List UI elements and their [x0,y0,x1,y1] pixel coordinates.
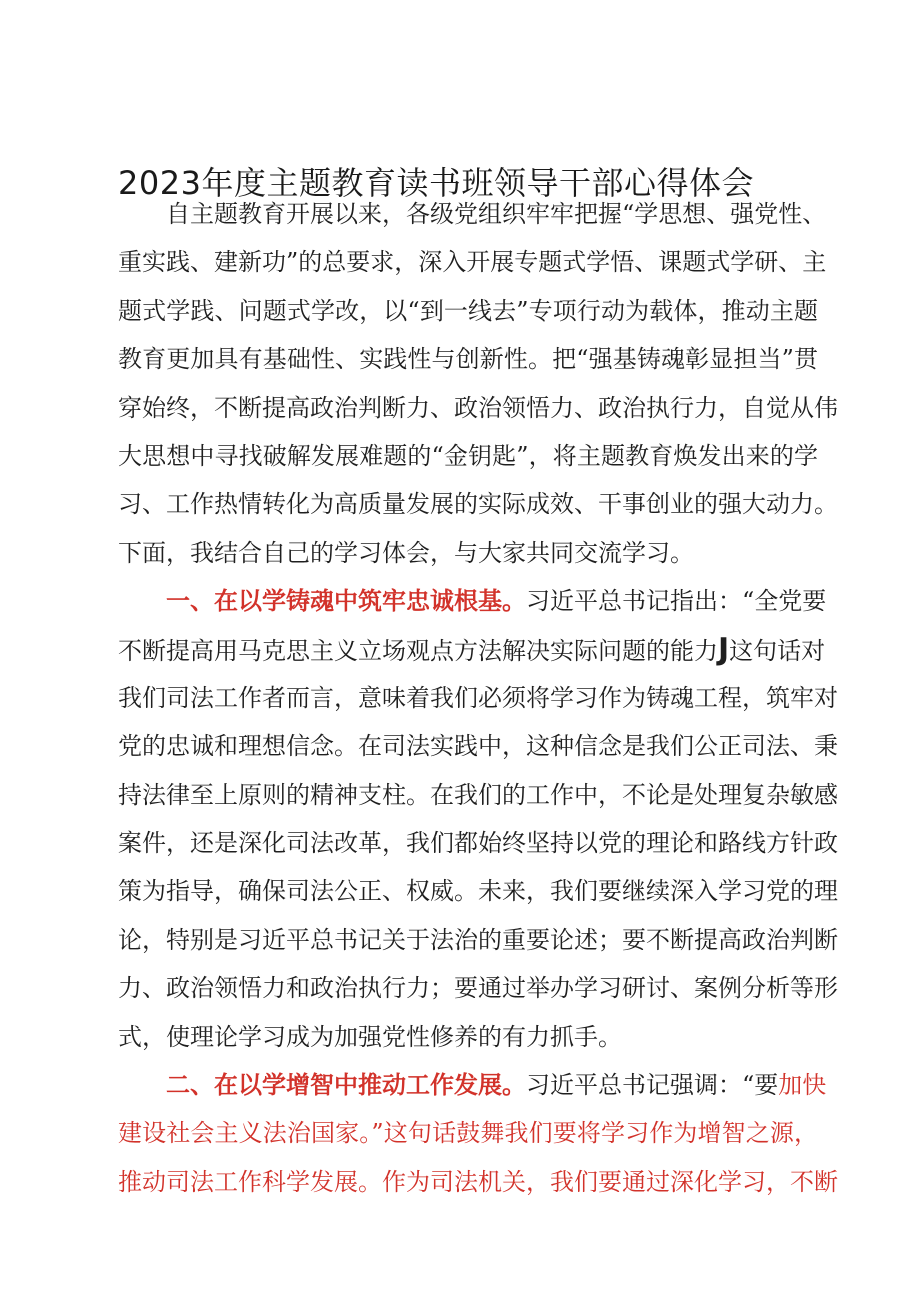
paragraph-line: 下面，我结合自己的学习体会，与大家共同交流学习。 [118,538,694,567]
paragraph-line: 力、政治领悟力和政治执行力；要通过举办学习研讨、案例分析等形 [118,974,838,1003]
section-1-second-line [118,626,826,674]
paragraph-line: 我们司法工作者而言，意味着我们必须将学习作为铸魂工程，筑牢对 [118,683,838,712]
section-1-line2-b: 这句话对 [729,636,826,665]
section-1-heading: 一、在以学铸魂中筑牢忠诚根基。 [166,587,526,616]
paragraph-line: 教育更加具有基础性、实践性与创新性。把“强基铸魂彰显担当”贯 [118,345,818,374]
section-1-line2-a: 不断提高用马克思主义立场观点方法解决实际问题的能力 [118,636,718,665]
section-2-first-line-text: 习近平总书记强调：“要 [526,1071,779,1100]
paragraph-line: 党的忠诚和理想信念。在司法实践中，这种信念是我们公正司法、秉 [118,732,838,761]
paragraph-line: 论，特别是习近平总书记关于法治的重要论述；要不断提高政治判断 [118,925,838,954]
paragraph-line: 策为指导，确保司法公正、权威。未来，我们要继续深入学习党的理 [118,877,838,906]
document-title: 2023年度主题教育读书班领导干部心得体会 [118,164,754,202]
paragraph-line-red: 建设社会主义法治国家。”这句话鼓舞我们要将学习作为增智之源， [118,1119,818,1148]
paragraph-line: 题式学践、问题式学改，以“到一线去”专项行动为载体，推动主题 [118,296,818,325]
paragraph-line: 重实践、建新功”的总要求，深入开展专题式学悟、课题式学研、主 [118,248,827,277]
paragraph-line: 案件，还是深化司法改革，我们都始终坚持以党的理论和路线方针政 [118,829,838,858]
document-body [118,190,838,1206]
section-2-first-line [118,1061,827,1109]
paragraph-line: 大思想中寻找破解发展难题的“金钥匙”，将主题教育焕发出来的学 [118,441,818,470]
section-2-heading: 二、在以学增智中推动工作发展。 [166,1071,526,1100]
paragraph-line: 自主题教育开展以来，各级党组织牢牢把握“学思想、强党性、 [166,200,827,228]
paragraph-line: 式，使理论学习成为加强党性修养的有力抓手。 [118,1022,622,1051]
section-1-line2-mark: J [718,631,730,667]
section-1-first-line-text: 习近平总书记指出：“全党要 [526,587,827,616]
paragraph-line: 穿始终，不断提高政治判断力、政治领悟力、政治执行力，自觉从伟 [118,393,838,422]
paragraph-line: 习、工作热情转化为高质量发展的实际成效、干事创业的强大动力。 [118,490,838,519]
section-1-first-line [118,577,827,625]
section-2-first-line-red: 加快 [778,1071,827,1100]
paragraph-line: 持法律至上原则的精神支柱。在我们的工作中，不论是处理复杂敏感 [118,780,838,809]
paragraph-line-red: 推动司法工作科学发展。作为司法机关，我们要通过深化学习，不断 [118,1167,838,1196]
